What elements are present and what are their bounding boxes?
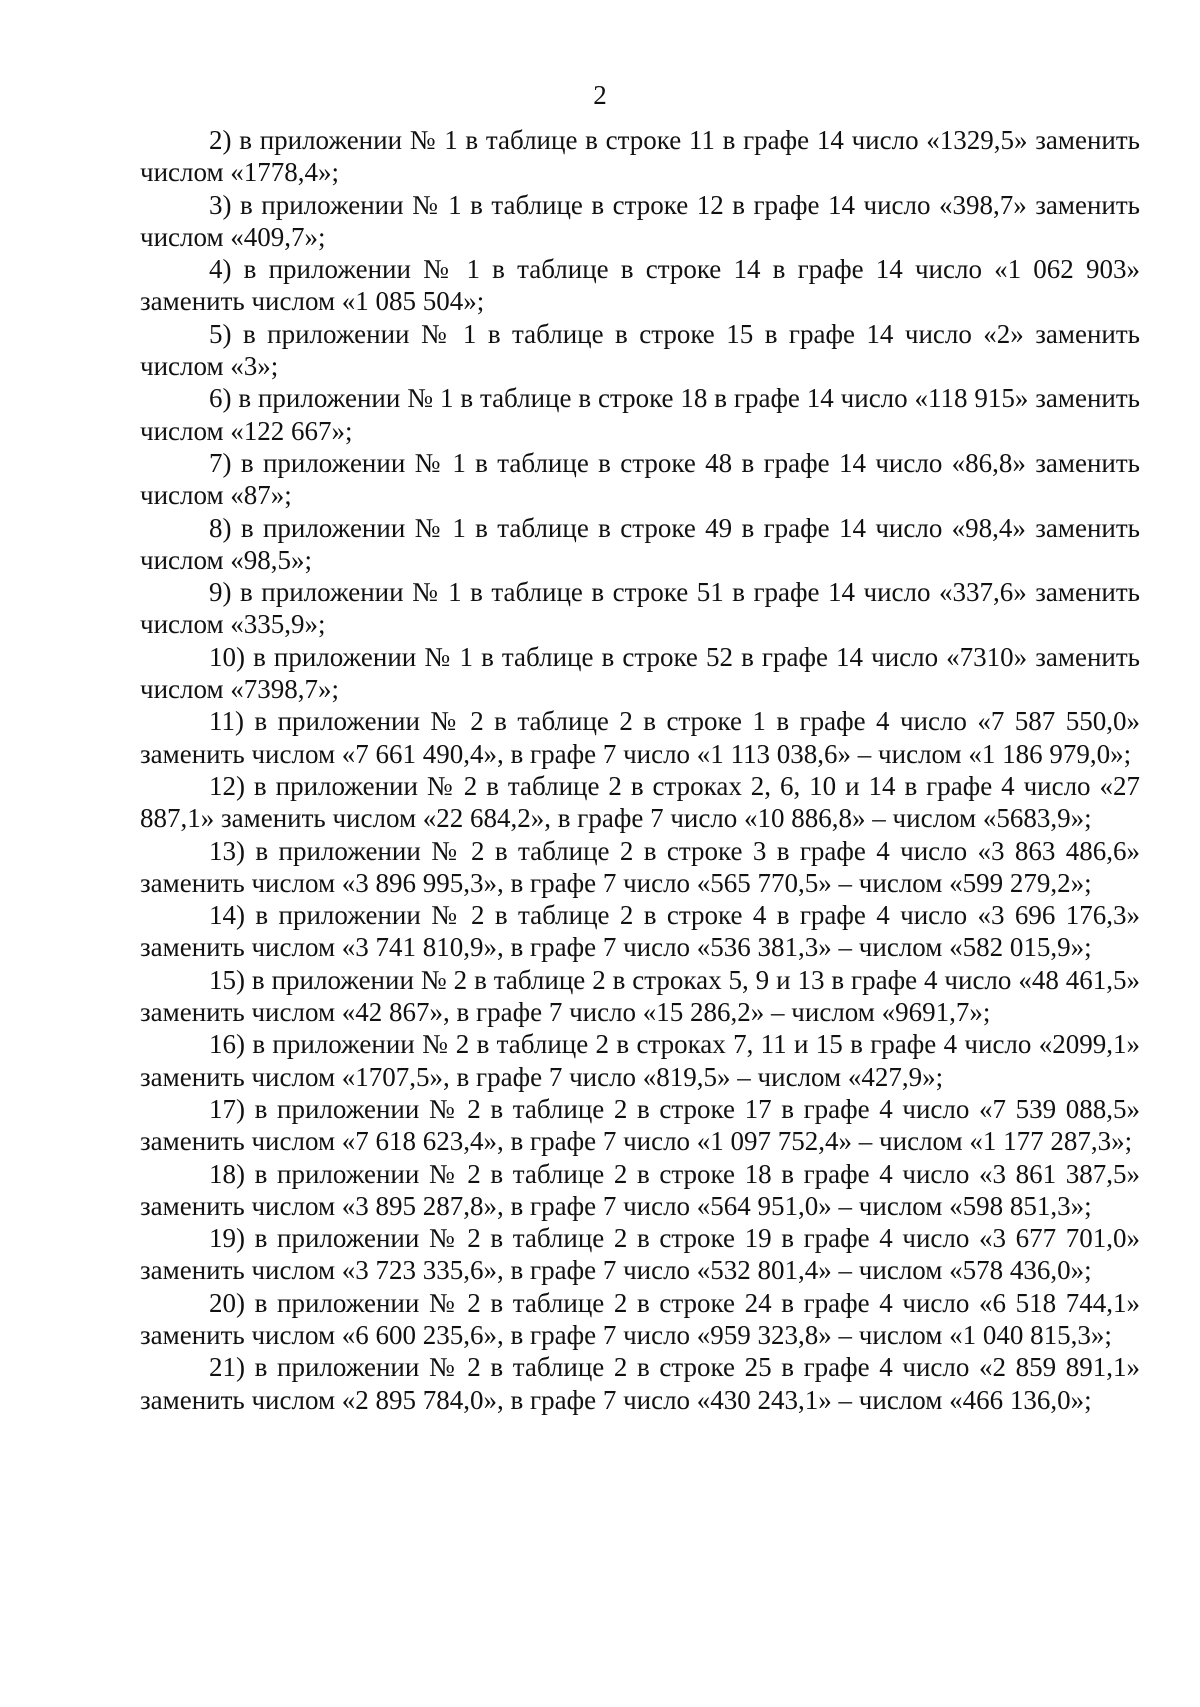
amendment-item: 14) в приложении № 2 в таблице 2 в строке 4 в графе 4 число «3 696 176,3» заменить числом «3 741 810,9», в графе 7 число «536 381,3» – числом «582 015,9»; bbox=[140, 900, 1140, 963]
amendment-item: 20) в приложении № 2 в таблице 2 в строке 24 в графе 4 число «6 518 744,1» заменить числом «6 600 235,6», в графе 7 число «959 323,8» – числом «1 040 815,3»; bbox=[140, 1287, 1140, 1350]
amendment-item: 17) в приложении № 2 в таблице 2 в строке 17 в графе 4 число «7 539 088,5» заменить числом «7 618 623,4», в графе 7 число «1 097 752,4» – числом «1 177 287,3»; bbox=[140, 1093, 1140, 1157]
amendment-item: 2) в приложении № 1 в таблице в строке 11 в графе 14 число «1329,5» заменить числом «1778,4»; bbox=[140, 125, 1140, 188]
amendment-item: 9) в приложении № 1 в таблице в строке 51 в графе 14 число «337,6» заменить числом «335,9»; bbox=[140, 577, 1140, 640]
amendment-item: 11) в приложении № 2 в таблице 2 в строке 1 в графе 4 число «7 587 550,0» заменить числом «7 661 490,4», в графе 7 число «1 113 038,6» – числом «1 186 979,0»; bbox=[140, 706, 1140, 769]
amendment-item: 19) в приложении № 2 в таблице 2 в строке 19 в графе 4 число «3 677 701,0» заменить числом «3 723 335,6», в графе 7 число «532 801,4» – числом «578 436,0»; bbox=[140, 1223, 1140, 1286]
amendment-item: 21) в приложении № 2 в таблице 2 в строке 25 в графе 4 число «2 859 891,1» заменить числом «2 895 784,0», в графе 7 число «430 243,1» – числом «466 136,0»; bbox=[140, 1352, 1140, 1415]
amendment-item: 15) в приложении № 2 в таблице 2 в строках 5, 9 и 13 в графе 4 число «48 461,5» заменить числом «42 867», в графе 7 число «15 286,2» – числом «9691,7»; bbox=[140, 964, 1140, 1028]
amendment-item: 8) в приложении № 1 в таблице в строке 49 в графе 14 число «98,4» заменить числом «98,5»; bbox=[140, 512, 1140, 575]
amendment-item: 6) в приложении № 1 в таблице в строке 18 в графе 14 число «118 915» заменить числом «122 667»; bbox=[140, 383, 1140, 446]
amendment-item: 16) в приложении № 2 в таблице 2 в строках 7, 11 и 15 в графе 4 число «2099,1» заменить числом «1707,5», в графе 7 число «819,5» – числом «427,9»; bbox=[140, 1029, 1140, 1092]
amendment-item: 3) в приложении № 1 в таблице в строке 12 в графе 14 число «398,7» заменить числом «409,7»; bbox=[140, 189, 1140, 252]
amendment-list bbox=[140, 124, 1140, 1416]
amendment-item: 12) в приложении № 2 в таблице 2 в строках 2, 6, 10 и 14 в графе 4 число «27 887,1» заменить числом «22 684,2», в графе 7 число «10 886,8» – числом «5683,9»; bbox=[140, 770, 1140, 834]
amendment-item: 10) в приложении № 1 в таблице в строке 52 в графе 14 число «7310» заменить числом «7398,7»; bbox=[140, 641, 1140, 705]
amendment-item: 4) в приложении № 1 в таблице в строке 14 в графе 14 число «1 062 903» заменить числом «1 085 504»; bbox=[140, 254, 1140, 317]
amendment-item: 7) в приложении № 1 в таблице в строке 48 в графе 14 число «86,8» заменить числом «87»; bbox=[140, 447, 1140, 511]
amendment-item: 13) в приложении № 2 в таблице 2 в строке 3 в графе 4 число «3 863 486,6» заменить числом «3 896 995,3», в графе 7 число «565 770,5» – числом «599 279,2»; bbox=[140, 835, 1140, 898]
amendment-item: 5) в приложении № 1 в таблице в строке 15 в графе 14 число «2» заменить числом «3»; bbox=[140, 318, 1140, 382]
page-number: 2 bbox=[593, 80, 607, 110]
amendment-item: 18) в приложении № 2 в таблице 2 в строке 18 в графе 4 число «3 861 387,5» заменить числом «3 895 287,8», в графе 7 число «564 951,0» – числом «598 851,3»; bbox=[140, 1158, 1140, 1221]
